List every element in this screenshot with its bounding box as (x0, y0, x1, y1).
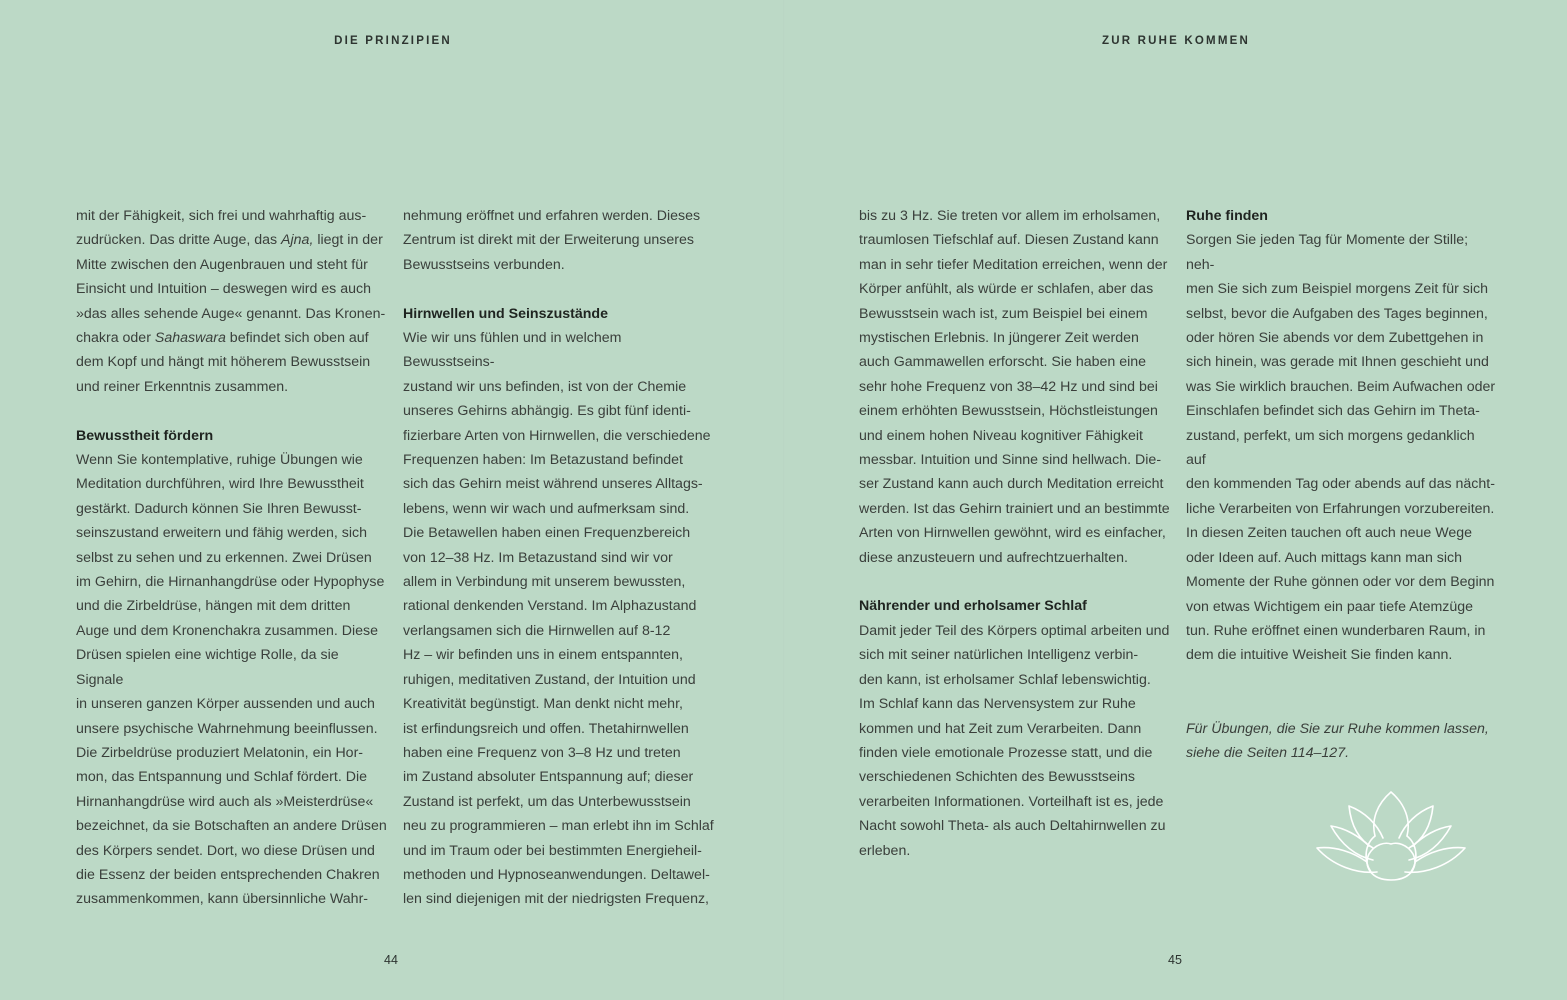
text-line: bezeichnet, da sie Botschaften an andere Drüsen (76, 818, 387, 835)
text-line: ruhigen, meditativen Zustand, der Intuition und (403, 671, 696, 688)
text-line: finden viele emotionale Prozesse statt, und die (859, 744, 1153, 761)
text-line: fizierbare Arten von Hirnwellen, die verschiedene (403, 427, 711, 444)
text-line: Einschlafen befindet sich das Gehirn im Theta- (1186, 403, 1480, 420)
text-line: und die Zirbeldrüse, hängen mit dem dritten (76, 598, 351, 615)
paragraph-hirnwellen (403, 326, 715, 912)
text-line: Zentrum ist direkt mit der Erweiterung unseres (403, 232, 694, 249)
text-line: men Sie sich zum Beispiel morgens Zeit für sich (1186, 281, 1488, 298)
text-line: zustand wir uns befinden, ist von der Chemie (403, 378, 687, 395)
text-line: Für Übungen, die Sie zur Ruhe kommen lassen, (1186, 720, 1489, 737)
text-line: messbar. Intuition und Sinne sind hellwach. Die- (859, 452, 1162, 469)
text-line: dem Kopf und hängt mit höherem Bewusstsein (76, 354, 371, 371)
text-line: diese anzusteuern und aufrechtzuerhalten. (859, 549, 1128, 566)
text-line: Die Zirbeldrüse produziert Melatonin, ein Hor- (76, 744, 364, 761)
text-line: Wie wir uns fühlen und in welchem Bewusstseins- (403, 330, 622, 371)
text-line: von 12–38 Hz. Im Betazustand sind wir vor (403, 549, 673, 566)
text-line: Mitte zwischen den Augenbrauen und steht für (76, 256, 368, 273)
text-line: den kommenden Tag oder abends auf das nächt- (1186, 476, 1495, 493)
text-line: Zustand ist perfekt, um das Unterbewusstsein (403, 793, 691, 810)
page-number-right: 45 (1168, 953, 1182, 967)
text-line: sich das Gehirn meist während unseres Alltags- (403, 476, 703, 493)
text-line: Momente der Ruhe gönnen oder vor dem Beginn (1186, 574, 1495, 591)
cross-reference-note (1186, 717, 1498, 766)
text-line: sich mit seiner natürlichen Intelligenz verbin- (859, 647, 1139, 664)
text-line: mystischen Erlebnis. In jüngerer Zeit werden (859, 330, 1139, 347)
column-1 (76, 204, 388, 912)
text-line: unsere psychische Wahrnehmung beeinflussen. (76, 720, 378, 737)
text-line: sich hinein, was gerade mit Ihnen geschieht und (1186, 354, 1489, 371)
text-line: »das alles sehende Auge« genannt. Das Kronen- (76, 305, 386, 322)
text-line: liche Verarbeiten von Erfahrungen vorzubereiten. (1186, 500, 1495, 517)
page-number-left: 44 (384, 953, 398, 967)
text-line: einem erhöhten Bewusstsein, Höchstleistungen (859, 403, 1158, 420)
text-line: haben eine Frequenz von 3–8 Hz und treten (403, 744, 681, 761)
text-line: Drüsen spielen eine wichtige Rolle, da sie Signale (76, 647, 339, 688)
text-line: und reiner Erkenntnis zusammen. (76, 378, 289, 395)
text-line: unseres Gehirns abhängig. Es gibt fünf identi- (403, 403, 691, 420)
term-ajna: Ajna, (281, 232, 314, 249)
text-line: oder Ideen auf. Auch mittags kann man sich (1186, 549, 1463, 566)
text-line: seinszustand erweitern und fähig werden, sich (76, 525, 368, 542)
paragraph-ruhe (1186, 228, 1498, 667)
section-heading-hirnwellen: Hirnwellen und Seinszustände (403, 305, 608, 322)
text-line: selbst, bevor die Aufgaben des Tages beginnen, (1186, 305, 1488, 322)
text-line: oder hören Sie abends vor dem Zubettgehen in (1186, 330, 1484, 347)
term-sahaswara: Sahaswara (154, 330, 226, 347)
text-line: Arten von Hirnwellen gewöhnt, wird es einfacher, (859, 525, 1166, 542)
paragraph-schlaf (859, 619, 1171, 863)
paragraph-bewusstheit (76, 448, 388, 912)
text-line: methoden und Hypnoseanwendungen. Deltawel- (403, 866, 710, 883)
text-line: den kann, ist erholsamer Schlaf lebenswichtig. (859, 671, 1151, 688)
text-line: Nacht sowohl Theta- als auch Deltahirnwellen zu (859, 818, 1166, 835)
text-line: verarbeiten Informationen. Vorteilhaft ist es, jede (859, 793, 1164, 810)
text-line: in unseren ganzen Körper aussenden und auch (76, 696, 375, 713)
text-line: verlangsamen sich die Hirnwellen auf 8-12 (403, 622, 671, 639)
text-line: Bewusstsein wach ist, zum Beispiel bei einem (859, 305, 1148, 322)
text-line: Die Betawellen haben einen Frequenzbereich (403, 525, 691, 542)
paragraph-deltawellen (859, 204, 1171, 570)
text-line: zustand, perfekt, um sich morgens gedanklich auf (1186, 427, 1475, 469)
text-line: lebens, wenn wir wach und aufmerksam sind. (403, 500, 690, 517)
text-line: rational denkenden Verstand. Im Alphazustand (403, 598, 697, 615)
text-line: im Gehirn, die Hirnanhangdrüse oder Hypophyse (76, 574, 385, 591)
text-line: Körper anfühlt, als würde er schlafen, aber das (859, 281, 1154, 298)
text-line: dem die intuitive Weisheit Sie finden kann. (1186, 647, 1453, 664)
column-2 (403, 204, 715, 912)
running-head-left: DIE PRINZIPIEN (334, 35, 452, 47)
text-line: Im Schlaf kann das Nervensystem zur Ruhe (859, 696, 1136, 713)
text-line: Kreativität begünstigt. Man denkt nicht mehr, (403, 696, 683, 713)
page-gutter (783, 0, 785, 1000)
text-line: zudrücken. Das dritte Auge, das Ajna, liegt in der (76, 232, 383, 249)
running-head-right: ZUR RUHE KOMMEN (1102, 35, 1250, 47)
text-line: ist erfindungsreich und offen. Thetahirnwellen (403, 720, 689, 737)
text-line: mit der Fähigkeit, sich frei und wahrhaftig aus- (76, 208, 367, 224)
section-heading-ruhe: Ruhe finden (1186, 208, 1268, 224)
text-line: traumlosen Tiefschlaf auf. Diesen Zustand kann (859, 232, 1159, 249)
text-line: ser Zustand kann auch durch Meditation erreicht (859, 476, 1164, 493)
text-line: Einsicht und Intuition – deswegen wird es auch (76, 281, 371, 298)
text-line: Wenn Sie kontemplative, ruhige Übungen wie (76, 452, 363, 469)
text-line: kommen und hat Zeit zum Verarbeiten. Dann (859, 720, 1142, 737)
text-line: auch Gammawellen erforscht. Sie haben eine (859, 354, 1147, 371)
text-line: sehr hohe Frequenz von 38–42 Hz und sind bei (859, 378, 1158, 395)
text-line: Damit jeder Teil des Körpers optimal arbeiten und (859, 622, 1170, 639)
text-line: nehmung eröffnet und erfahren werden. Dieses (403, 208, 701, 224)
text-line: Auge und dem Kronenchakra zusammen. Diese (76, 622, 379, 639)
text-line: siehe die Seiten 114–127. (1186, 744, 1350, 761)
text-line: von etwas Wichtigem ein paar tiefe Atemzüge (1186, 598, 1474, 615)
text-line: In diesen Zeiten tauchen oft auch neue Wege (1186, 525, 1473, 542)
text-line: und einem hohen Niveau kognitiver Fähigkeit (859, 427, 1143, 444)
column-3 (859, 204, 1171, 863)
text-line: die Essenz der beiden entsprechenden Chakren (76, 866, 380, 883)
column-4 (1186, 204, 1498, 765)
text-line: tun. Ruhe eröffnet einen wunderbaren Raum, in (1186, 622, 1486, 639)
text-line: mon, das Entspannung und Schlaf fördert. Die (76, 769, 368, 786)
lotus-icon (1313, 786, 1469, 884)
text-line: werden. Ist das Gehirn trainiert und an bestimmte (859, 500, 1170, 517)
text-line: Sorgen Sie jeden Tag für Momente der Stille; neh- (1186, 232, 1469, 273)
text-line: Frequenzen haben: Im Betazustand befindet (403, 452, 684, 469)
text-line: Hz – wir befinden uns in einem entspannten, (403, 647, 683, 664)
text-line: was Sie wirklich brauchen. Beim Aufwachen oder (1186, 378, 1496, 395)
text-line: Bewusstseins verbunden. (403, 256, 565, 273)
section-heading-bewusstheit: Bewusstheit fördern (76, 427, 214, 444)
text-line: Hirnanhangdrüse wird auch als »Meisterdrüse« (76, 793, 374, 810)
text-line: im Zustand absoluter Entspannung auf; dieser (403, 769, 694, 786)
text-line: chakra oder Sahaswara befindet sich oben auf (76, 330, 369, 347)
section-heading-schlaf: Nährender und erholsamer Schlaf (859, 598, 1087, 615)
text-line: selbst zu sehen und zu erkennen. Zwei Drüsen (76, 549, 372, 566)
text-line: verschiedenen Schichten des Bewusstseins (859, 769, 1136, 786)
text-line: zusammenkommen, kann übersinnliche Wahr- (76, 891, 369, 908)
text-line: bis zu 3 Hz. Sie treten vor allem im erholsamen, (859, 208, 1161, 224)
text-line: neu zu programmieren – man erlebt ihn im Schlaf (403, 818, 714, 835)
text-line: allem in Verbindung mit unserem bewussten, (403, 574, 686, 591)
text-line: man in sehr tiefer Meditation erreichen, wenn der (859, 256, 1168, 273)
text-line: len sind diejenigen mit der niedrigsten Frequenz, (403, 891, 710, 908)
text-line: erleben. (859, 842, 911, 859)
text-line: des Körpers sendet. Dort, wo diese Drüsen und (76, 842, 375, 859)
text-line: und im Traum oder bei bestimmten Energieheil- (403, 842, 702, 859)
text-line: gestärkt. Dadurch können Sie Ihren Bewusst- (76, 500, 362, 517)
text-line: Meditation durchführen, wird Ihre Bewusstheit (76, 476, 364, 493)
